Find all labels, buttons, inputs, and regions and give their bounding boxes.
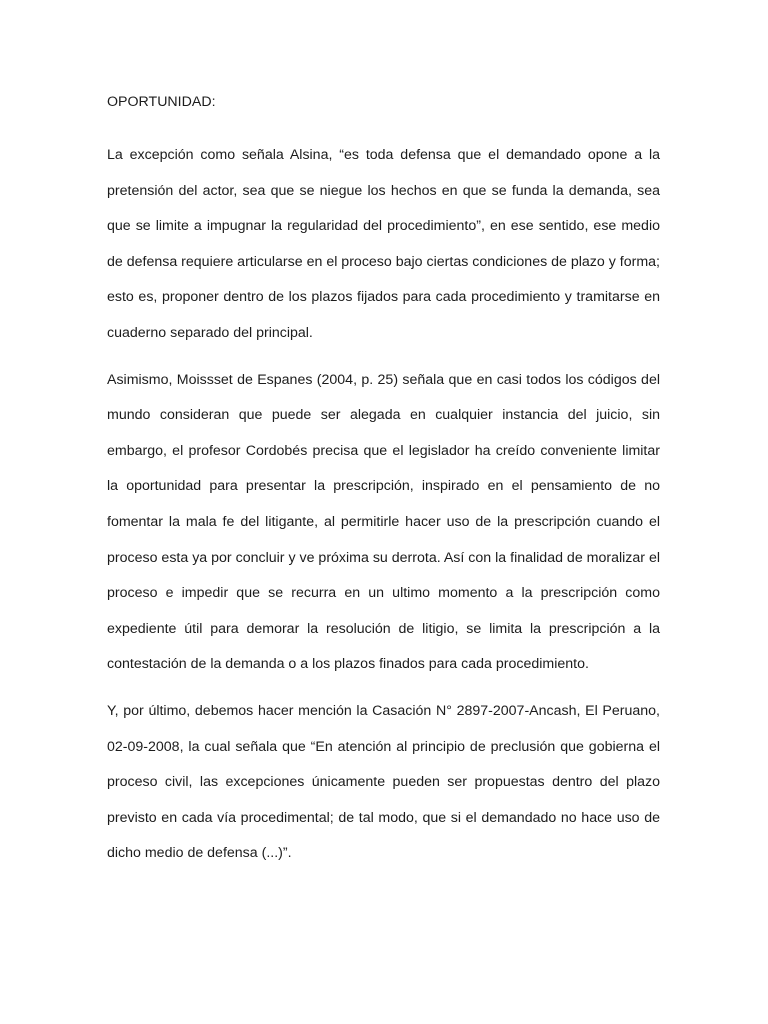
paragraph-moissset: Asimismo, Moissset de Espanes (2004, p. 25) señala que en casi todos los códigos del mundo consideran que puede ser alegada en cualquier instancia del juicio, sin embargo, el profesor Cordobés precisa que el legislador ha creído conveniente limitar la oportunidad para presentar la prescripción, inspirado en el pensamiento de no fomentar la mala fe del litigante, al permitirle hacer uso de la prescripción cuando el proceso esta ya por concluir y ve próxima su derrota. Así con la finalidad de moralizar el proceso e impedir que se recurra en un ultimo momento a la prescripción como expediente útil para demorar la resolución de litigio, se limita la prescripción a la contestación de la demanda o a los plazos finados para cada procedimiento. [107,371,660,673]
section-heading: OPORTUNIDAD: [107,94,216,110]
document-body [107,89,660,883]
paragraph-casacion: Y, por último, debemos hacer mención la Casación N° 2897-2007-Ancash, El Peruano, 02-09-2008, la cual señala que “En atención al principio de preclusión que gobierna el proceso civil, las excepciones únicamente pueden ser propuestas dentro del plazo previsto en cada vía procedimental; de tal modo, que si el demandado no hace uso de dicho medio de defensa (...)”. [107,702,660,862]
paragraph-alsina: La excepción como señala Alsina, “es toda defensa que el demandado opone a la pretensión del actor, sea que se niegue los hechos en que se funda la demanda, sea que se limite a impugnar la regularidad del procedimiento”, en ese sentido, ese medio de defensa requiere articularse en el proceso bajo ciertas condiciones de plazo y forma; esto es, proponer dentro de los plazos fijados para cada procedimiento y tramitarse en cuaderno separado del principal. [107,147,660,341]
